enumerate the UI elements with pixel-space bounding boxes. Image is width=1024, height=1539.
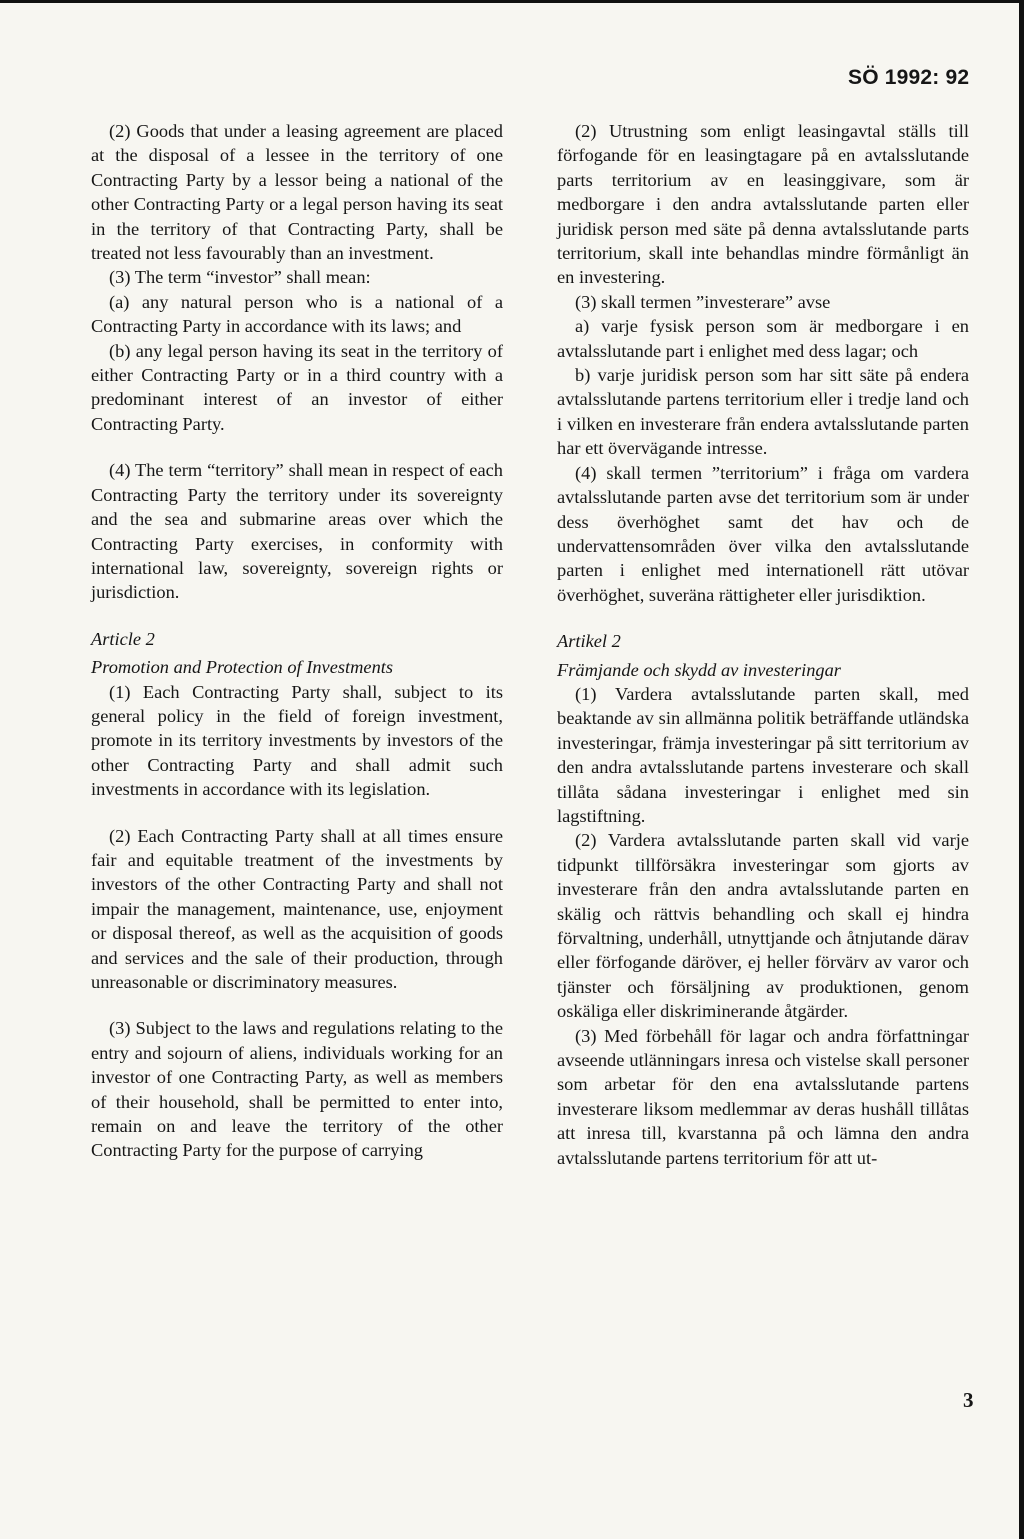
top-border-line <box>0 0 1024 3</box>
english-paragraph-leasing: (2) Goods that under a leasing agreement are placed at the disposal of a lessee in the territory of one Contracting Party by a lessor being a national of the other Contracting Party or a legal person having its seat in the territory of that Contracting Party, shall be treated not less favourably than an investment. <box>91 121 503 264</box>
swedish-article-title: Främjande och skydd av investeringar <box>557 659 841 680</box>
english-paragraph-entry-sojourn: (3) Subject to the laws and regulations relating to the entry and sojourn of aliens, individuals working for an investor of one Contracting Party, as well as members of their household, shall be permitted to enter into, remain on and leave the territory of the other Contracting Party for the purpose of carrying <box>91 1018 503 1161</box>
swedish-paragraph-legal-person: b) varje juridisk person som har sitt säte på endera avtalsslutande partens territorium eller i tredje land och i vilken en investerare från endera avtalsslutande parten har ett övervägande intresse. <box>557 365 969 459</box>
swedish-article-label: Artikel 2 <box>557 631 621 652</box>
english-paragraph-investor-term: (3) The term “investor” shall mean: <box>109 267 371 288</box>
right-border-line <box>1019 0 1024 1539</box>
document-reference: SÖ 1992: 92 <box>848 66 970 89</box>
swedish-paragraph-fair-treatment: (2) Vardera avtalsslutande parten skall vid varje tidpunkt tillförsäkra investeringar som gjorts av investerare från den andra avtalsslutande parten en skälig och rättvis behandling och skall ej hindra förvaltning, underhåll, utnyttjande och åtnjutande därav eller förfogande däröver, ej heller förvärv av varor och tjänster och försäljning av produktionen, genom oskäliga eller diskriminerande åtgärder. <box>557 830 969 1022</box>
swedish-paragraph-natural-person: a) varje fysisk person som är medborgare i en avtalsslutande part i enlighet med dess lagar; och <box>557 316 969 361</box>
english-column <box>91 119 503 1163</box>
page-number: 3 <box>963 1388 974 1412</box>
english-article-label: Article 2 <box>91 628 155 649</box>
swedish-paragraph-investor-term: (3) skall termen ”investerare” avse <box>575 291 831 312</box>
swedish-paragraph-entry-sojourn: (3) Med förbehåll för lagar och andra författningar avseende utlänningars inresa och vistelse skall personer som arbetar för den ena avtalsslutande partens investerare liksom medlemmar av deras hushåll tillåtas att inresa till, kvarstanna på och lämna den andra avtalsslutande partens territorium för att ut- <box>557 1025 969 1168</box>
english-paragraph-fair-treatment: (2) Each Contracting Party shall at all times ensure fair and equitable treatment of the investments by investors of the other Contracting Party and shall not impair the management, maintenance, use, enjoyment or disposal thereof, as well as the acquisition of goods and services and the sale of their production, through unreasonable or discriminatory measures. <box>91 825 503 992</box>
english-paragraph-promotion: (1) Each Contracting Party shall, subject to its general policy in the field of foreign investment, promote in its territory investments by investors of the other Contracting Party and shall admit such investments in accordance with its legislation. <box>91 681 503 800</box>
english-article-title: Promotion and Protection of Investments <box>91 657 394 678</box>
swedish-paragraph-leasing: (2) Utrustning som enligt leasingavtal ställs till förfogande för en leasingtagare på en avtalsslutande parts territorium av en leasinggivare, som är medborgare i den andra avtalsslutande parten eller juridisk person med säte på denna avtalsslutande parts territorium, skall inte behandlas mindre förmånligt än en investering. <box>557 121 969 288</box>
english-paragraph-legal-person: (b) any legal person having its seat in the territory of either Contracting Party or in a third country with a predominant interest of an investor of either Contracting Party. <box>91 340 503 434</box>
swedish-column <box>557 119 969 1170</box>
english-paragraph-territory-term: (4) The term “territory” shall mean in respect of each Contracting Party the territory under its sovereignty and the sea and submarine areas over which the Contracting Party exercises, in conformity with international law, sovereignty, sovereign rights or jurisdiction. <box>91 460 503 603</box>
swedish-paragraph-territory-term: (4) skall termen ”territorium” i fråga om vardera avtalsslutande parten avse det territorium som är under dess överhöghet samt det hav och de undervattensområden över vilka den avtalsslutande parten i enlighet med internationell rätt utövar överhöghet, suveräna rättigheter eller jurisdiktion. <box>557 462 969 605</box>
swedish-paragraph-promotion: (1) Vardera avtalsslutande parten skall, med beaktande av sin allmänna politik beträffande utländska investeringar, främja investeringar på sitt territorium av den andra avtalsslutande partens investerare och skall tillåta sådana investeringar i enlighet med sin lagstiftning. <box>557 683 969 826</box>
english-paragraph-natural-person: (a) any natural person who is a national of a Contracting Party in accordance with its laws; and <box>91 291 503 337</box>
